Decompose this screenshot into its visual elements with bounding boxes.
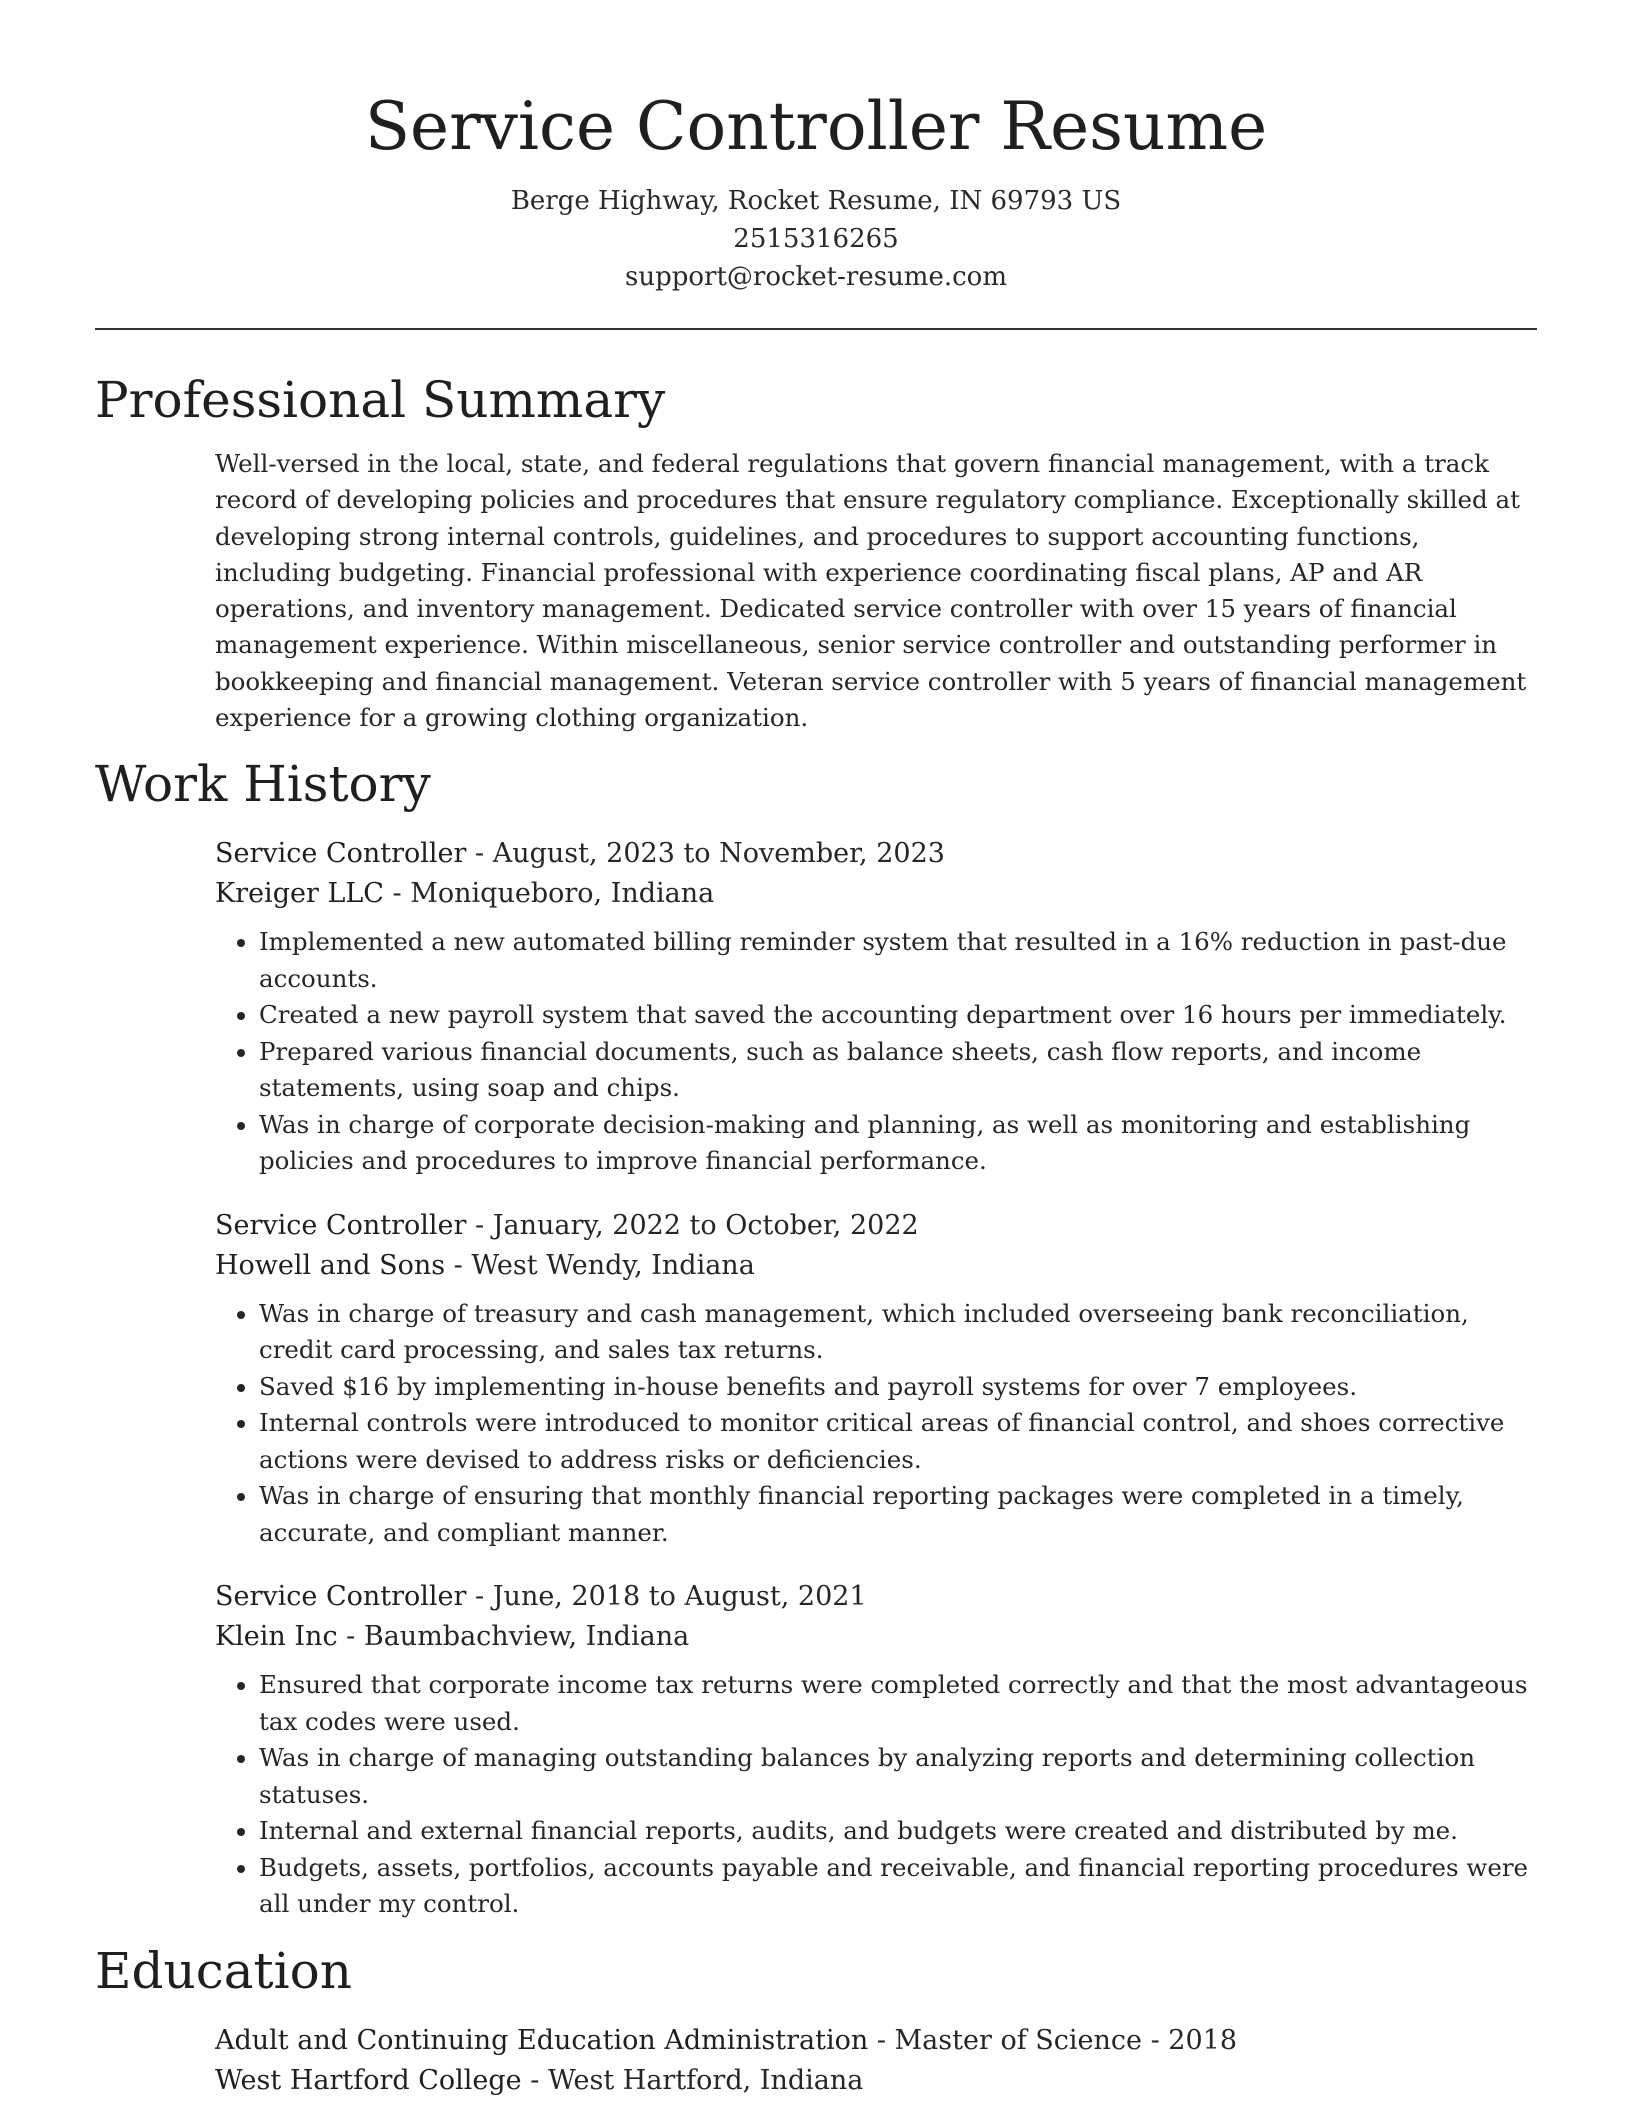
work-history-heading: Work History [95,755,431,814]
job-company-line [215,1246,1537,1286]
summary-heading: Professional Summary [95,371,666,429]
job-company: Kreiger LLC [215,878,384,910]
job-entry-3 [215,1577,1537,1923]
contact-info [95,182,1537,296]
job-bullets [215,1667,1537,1923]
job-bullet: • Was in charge of treasury and cash management, which included overseeing bank reconciliation, credit card processing, and sales tax returns. [259,1296,1537,1369]
job-bullet: • Internal and external financial reports, audits, and budgets were created and distributed by me. [259,1813,1537,1850]
job-bullet: • Prepared various financial documents, such as balance sheets, cash flow reports, and income statements, using soap and chips. [259,1034,1537,1107]
job-title: Service Controller [215,1209,467,1241]
education-degree-line [215,2021,1537,2061]
job-dates: - August, 2023 to November, 2023 [466,838,945,870]
job-location: - Baumbachview, Indiana [337,1621,690,1653]
contact-phone: 2515316265 [733,224,899,254]
job-title-line [215,1206,1537,1246]
education-school-line [215,2061,1537,2101]
job-title: Service Controller [215,838,467,870]
education-heading: Education [95,1941,352,2000]
summary-text: Well-versed in the local, state, and federal regulations that govern financial management, with a track record of developing policies and procedures that ensure regulatory compliance. Exceptionally skilled at developing strong internal controls, guidelines, and procedures to support accounting functions, including budgeting. Financial professional with experience coordinating fiscal plans, AP and AR operations, and inventory management. Dedicated service controller with over 15 years of financial management experience. Within miscellaneous, senior service controller and outstanding performer in bookkeeping and financial management. Veteran service controller with 5 years of financial management experience for a growing clothing organization. [215,449,1527,733]
job-dates: - January, 2022 to October, 2022 [466,1209,919,1241]
job-location: - West Wendy, Indiana [445,1249,755,1281]
job-company: Howell and Sons [215,1249,446,1281]
job-entry-1 [215,834,1537,1180]
education-section [95,2021,1537,2101]
education-degree-year: - Master of Science - 2018 [868,2024,1238,2056]
job-title-line [215,834,1537,874]
job-bullets [215,924,1537,1180]
job-bullet: • Was in charge of corporate decision-making and planning, as well as monitoring and establishing policies and procedures to improve financial performance. [259,1107,1537,1180]
job-company-line [215,874,1537,914]
job-title-line [215,1577,1537,1617]
education-field: Adult and Continuing Education Administration [215,2024,869,2056]
job-location: - Moniqueboro, Indiana [383,878,715,910]
resume-title: Service Controller Resume [364,88,1268,165]
job-bullet: • Implemented a new automated billing reminder system that resulted in a 16% reduction in past-due accounts. [259,924,1537,997]
header-divider [95,328,1537,330]
contact-email: support@rocket-resume.com [624,262,1007,292]
summary-section [95,446,1537,736]
job-entry-2 [215,1206,1537,1552]
job-bullet: • Saved $16 by implementing in-house benefits and payroll systems for over 7 employees. [259,1369,1537,1406]
job-title: Service Controller [215,1581,467,1613]
job-company: Klein Inc [215,1621,338,1653]
education-entry [215,2021,1537,2101]
resume-header [95,0,1537,296]
contact-address: Berge Highway, Rocket Resume, IN 69793 US [510,186,1122,216]
job-bullet: • Was in charge of managing outstanding balances by analyzing reports and determining collection statuses. [259,1740,1537,1813]
education-location: - West Hartford, Indiana [521,2064,864,2096]
job-bullet: • Ensured that corporate income tax returns were completed correctly and that the most advantageous tax codes were used. [259,1667,1537,1740]
job-bullet: • Budgets, assets, portfolios, accounts payable and receivable, and financial reporting procedures were all under my control. [259,1850,1537,1923]
job-bullet: • Internal controls were introduced to monitor critical areas of financial control, and shoes corrective actions were devised to address risks or deficiencies. [259,1405,1537,1478]
job-dates: - June, 2018 to August, 2021 [466,1581,867,1613]
education-school: West Hartford College [215,2064,522,2096]
job-company-line [215,1617,1537,1657]
job-bullet: • Was in charge of ensuring that monthly financial reporting packages were completed in a timely, accurate, and compliant manner. [259,1478,1537,1551]
job-bullet: • Created a new payroll system that saved the accounting department over 16 hours per immediately. [259,997,1537,1034]
job-bullets [215,1296,1537,1552]
work-history-section [95,834,1537,1923]
